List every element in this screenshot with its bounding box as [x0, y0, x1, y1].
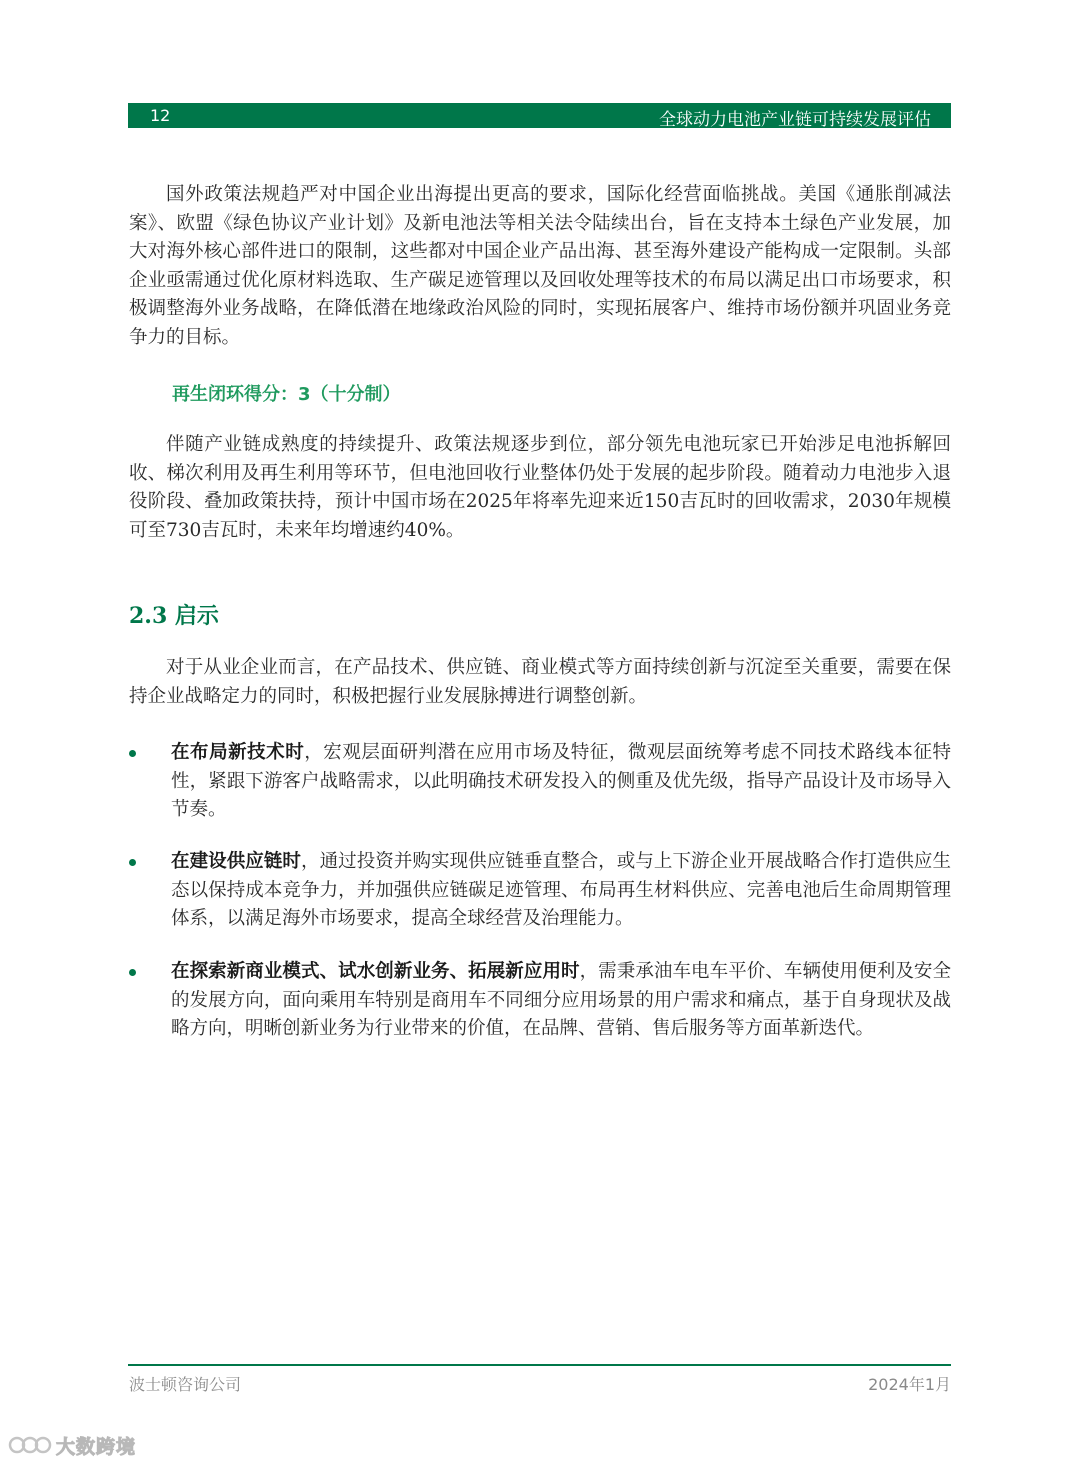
- watermark: [8, 1430, 136, 1460]
- bullet-body: ，宏观层面研判潜在应用市场及特征，微观层面统筹考虑不同技术路线本征特性，紧跟下游客户战略需求，以此明确技术研发投入的侧重及优先级，指导产品设计及市场导入节奏。: [171, 742, 951, 820]
- bullet-lead: 在布局新技术时: [171, 742, 305, 763]
- bullet-item: [129, 739, 951, 825]
- paragraph-overseas-policy: 国外政策法规趋严对中国企业出海提出更高的要求，国际化经营面临挑战。美国《通胀削减法案》、欧盟《绿色协议产业计划》及新电池法等相关法令陆续出台，旨在支持本土绿色产业发展，加大对海外核心部件进口的限制，这些都对中国企业产品出海、甚至海外建设产能构成一定限制。头部企业亟需通过优化原材料选取、生产碳足迹管理以及回收处理等技术的布局以满足出口市场要求，积极调整海外业务战略，在降低潜在地缘政治风险的同时，实现拓展客户、维持市场份额并巩固业务竞争力的目标。: [129, 184, 951, 348]
- bullet-icon: [129, 969, 136, 976]
- paragraph-recycling: 伴随产业链成熟度的持续提升、政策法规逐步到位，部分领先电池玩家已开始涉足电池拆解回收、梯次利用及再生利用等环节，但电池回收行业整体仍处于发展的起步阶段。随着动力电池步入退役阶段、叠加政策扶持，预计中国市场在2025年将率先迎来近150吉瓦时的回收需求，2030年规模可至730吉瓦时，未来年均增速约40%。: [129, 434, 951, 541]
- header-bar: [128, 103, 951, 128]
- section-heading: 2.3 启示: [129, 603, 219, 629]
- recycling-score-label: 再生闭环得分：3（十分制）: [172, 384, 401, 405]
- logo-icon: [8, 1432, 52, 1458]
- bullet-text: [171, 739, 951, 825]
- bullet-item: [129, 848, 951, 934]
- page-number: 12: [150, 106, 171, 125]
- bullet-lead: 在探索新商业模式、试水创新业务、拓展新应用时: [171, 961, 580, 982]
- bullet-item: [129, 958, 951, 1044]
- footer-date: 2024年1月: [868, 1375, 951, 1394]
- footer-divider: [128, 1364, 951, 1366]
- bullet-body: ，需秉承油车电车平价、车辆使用便利及安全的发展方向，面向乘用车特别是商用车不同细分应用场景的用户需求和痛点，基于自身现状及战略方向，明晰创新业务为行业带来的价值，在品牌、营销、售后服务等方面革新迭代。: [171, 961, 951, 1039]
- section-intro: 对于从业企业而言，在产品技术、供应链、商业模式等方面持续创新与沉淀至关重要，需要在保持企业战略定力的同时，积极把握行业发展脉搏进行调整创新。: [129, 657, 951, 707]
- bullet-icon: [129, 859, 136, 866]
- footer-company: 波士顿咨询公司: [129, 1375, 242, 1394]
- bullet-icon: [129, 750, 136, 757]
- report-title: 全球动力电池产业链可持续发展评估: [659, 110, 931, 130]
- bullet-text: [171, 848, 951, 934]
- watermark-text: 大数跨境: [56, 1435, 137, 1458]
- bullet-lead: 在建设供应链时: [171, 851, 302, 872]
- bullet-body: ，通过投资并购实现供应链垂直整合，或与上下游企业开展战略合作打造供应生态以保持成本竞争力，并加强供应链碳足迹管理、布局再生材料供应、完善电池后生命周期管理体系，以满足海外市场要求，提高全球经营及治理能力。: [171, 851, 951, 929]
- bullet-text: [171, 958, 951, 1044]
